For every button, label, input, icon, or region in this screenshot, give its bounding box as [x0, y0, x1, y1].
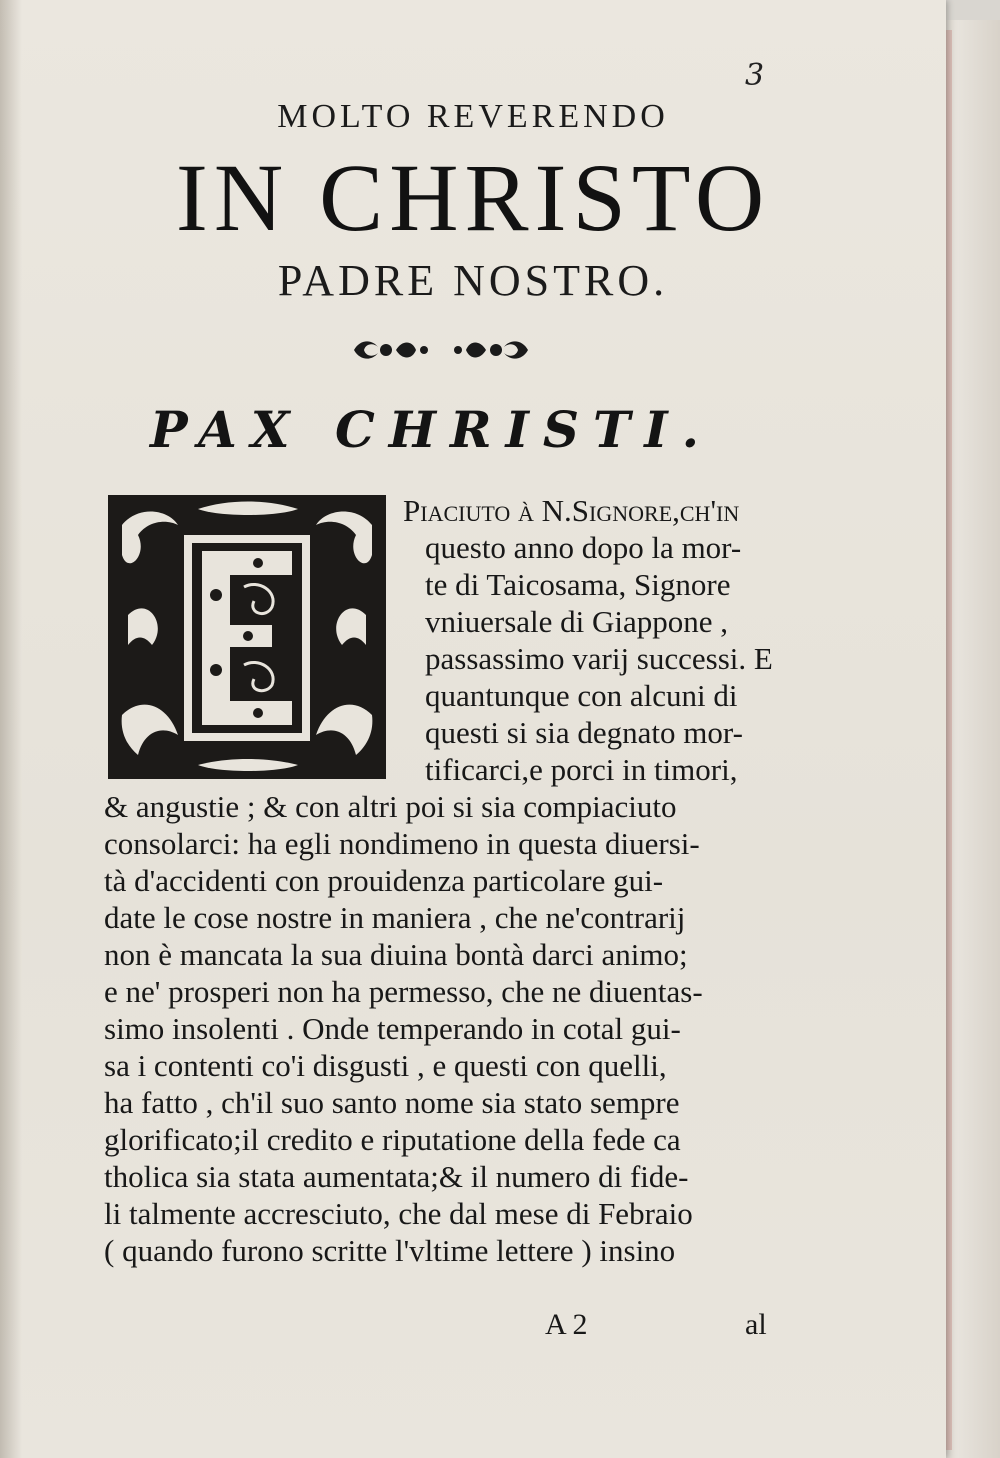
text-line-3: te di Taicosama, Signore — [425, 567, 731, 602]
text-line-9: & angustie ; & con altri poi si sia compiaciuto — [104, 789, 677, 824]
text-line-21: ( quando furono scritte l'vltime lettere ) insino — [104, 1233, 676, 1268]
text-line-17: ha fatto , ch'il suo santo nome sia stato sempre — [104, 1085, 680, 1120]
text-line-2: questo anno dopo la mor- — [425, 530, 742, 565]
text-line-7: questi si sia degnato mor- — [425, 715, 743, 750]
decorated-initial — [108, 495, 386, 779]
text-line-8: tificarci,e porci in timori, — [425, 752, 738, 787]
title-line-1: MOLTO REVERENDO — [277, 98, 669, 135]
text-line-5: passassimo varij successi. E — [425, 641, 773, 676]
text-line-19: tholica sia stata aumentata;& il numero di fide- — [104, 1159, 689, 1194]
title-line-2: IN CHRISTO — [175, 144, 771, 251]
text-line-13: non è mancata la sua diuina bontà darci animo; — [104, 937, 688, 972]
text-line-6: quantunque con alcuni di — [425, 678, 738, 713]
text-line-12: date le cose nostre in maniera , che ne'contrarij — [104, 900, 686, 935]
text-line-16: sa i contenti co'i disgusti , e questi con quelli, — [104, 1048, 667, 1083]
text-line-20: li talmente accresciuto, che dal mese di Febraio — [104, 1196, 693, 1231]
title-line-3: PADRE NOSTRO. — [277, 256, 669, 305]
text-line-1: Piaciuto à N.Signore,ch'in — [403, 493, 740, 528]
ornament-divider — [350, 335, 532, 365]
text-line-4: vniuersale di Giappone , — [425, 604, 729, 639]
catchword: al — [745, 1308, 767, 1341]
text-line-10: consolarci: ha egli nondimeno in questa diuersi- — [104, 826, 700, 861]
text-line-18: glorificato;il credito e riputatione della fede ca — [104, 1122, 681, 1157]
text-line-11: tà d'accidenti con prouidenza particolare gui- — [104, 863, 664, 898]
text-line-15: simo insolenti . Onde temperando in cotal gui- — [104, 1011, 681, 1046]
signature-mark: A 2 — [545, 1308, 588, 1341]
heading-pax-christi: PAX CHRISTI. — [150, 400, 714, 459]
text-line-14: e ne' prosperi non ha permesso, che ne diuentas- — [104, 974, 703, 1009]
page-number: 3 — [745, 58, 765, 93]
